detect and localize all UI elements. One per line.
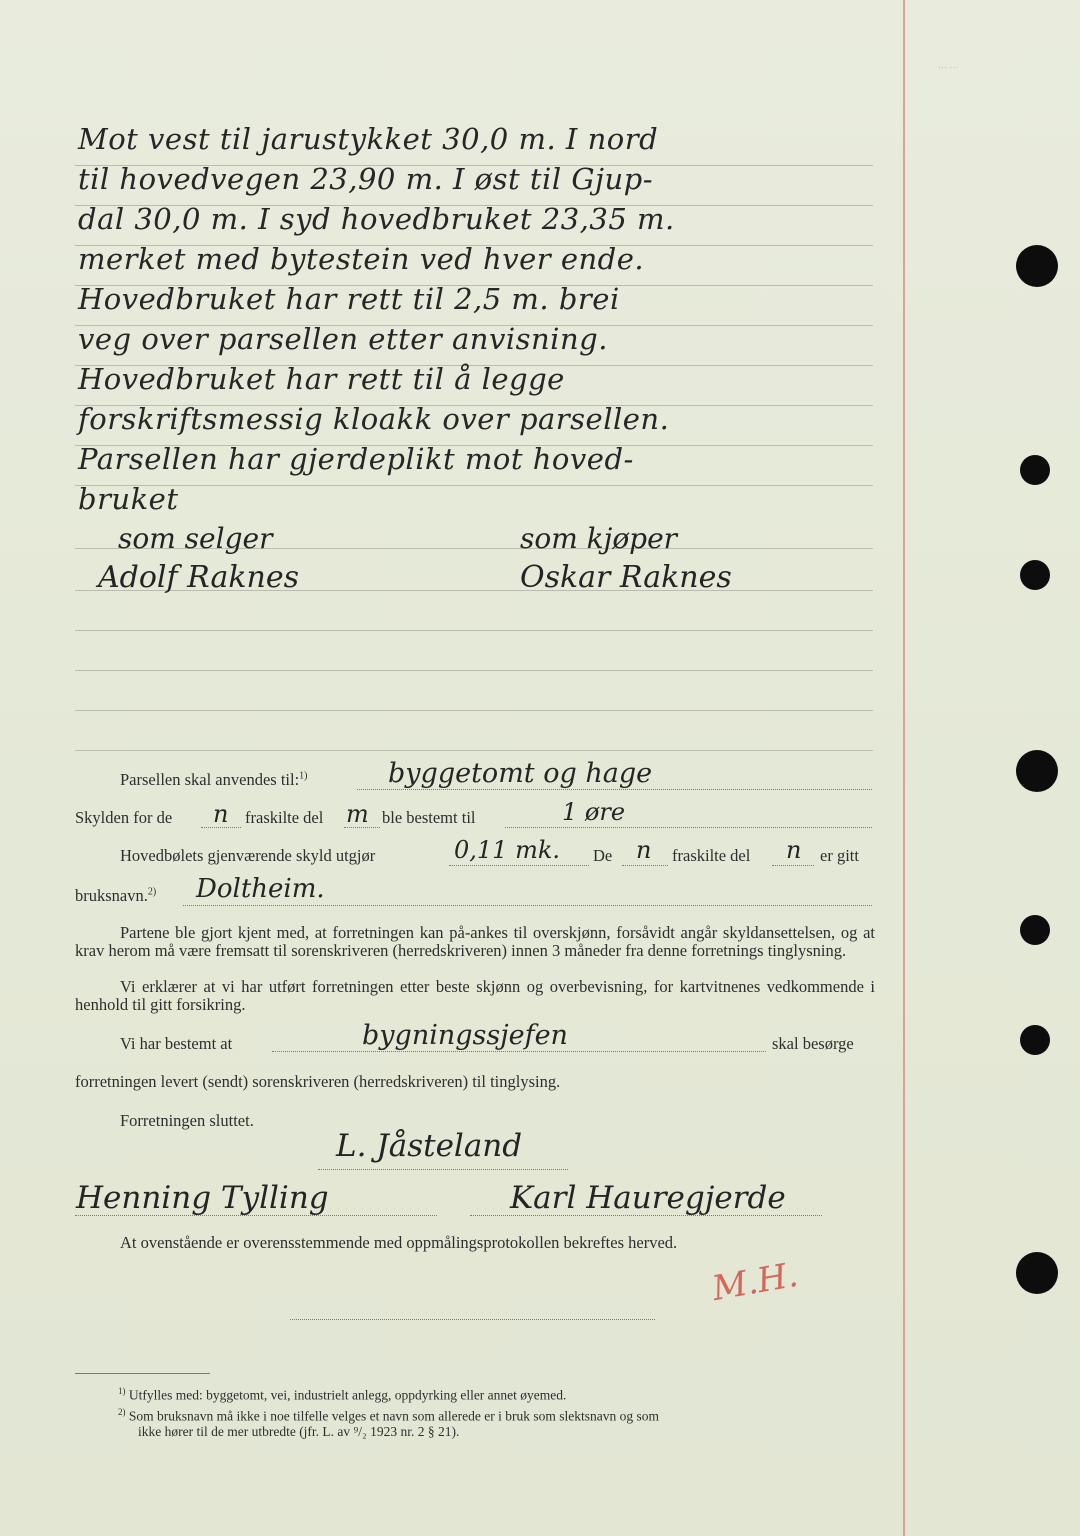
binder-hole bbox=[1020, 455, 1050, 485]
footnote-2: $^{2)}$ Som bruksnavn må ikke i noe tilfelle velges et navn som allerede er i bruk som slektsnavn og som bbox=[118, 1406, 660, 1423]
handwritten-line: merket med bytestein ved hver ende. bbox=[78, 242, 645, 276]
bestemt-value: bygningssjefen bbox=[362, 1020, 568, 1051]
buyer-label: som kjøper bbox=[520, 522, 678, 555]
bleed-through-text: ··· ··· bbox=[938, 62, 959, 72]
signature-line bbox=[470, 1214, 822, 1216]
hoved-n1: n bbox=[636, 836, 652, 864]
dotted-fill-line bbox=[505, 826, 872, 828]
dotted-fill-line bbox=[622, 864, 668, 866]
bestemt-label: Vi har bestemt at bbox=[120, 1034, 233, 1053]
ruled-line bbox=[75, 630, 873, 631]
ruled-line bbox=[75, 670, 873, 671]
binder-hole bbox=[1016, 750, 1058, 792]
footnote-2-cont: ikke hører til de mer utbredte (jfr. L. av ⁹/₂ 1923 nr. 2 § 21). bbox=[138, 1424, 460, 1439]
skyld-mid: fraskilte del bbox=[245, 808, 324, 827]
dotted-fill-line bbox=[449, 864, 589, 866]
ruled-line bbox=[75, 710, 873, 711]
bruksnavn-label: bruksnavn.$^{2)}$ bbox=[75, 886, 157, 905]
skyld-fill-n: n bbox=[213, 800, 229, 828]
levert-line: forretningen levert (sendt) sorenskriveren (herredskriveren) til tinglysing. bbox=[75, 1072, 561, 1091]
handwritten-line: til hovedvegen 23,90 m. I øst til Gjup- bbox=[78, 162, 654, 196]
handwritten-line: dal 30,0 m. I syd hovedbruket 23,35 m. bbox=[78, 202, 675, 236]
hoved-de: De bbox=[593, 846, 613, 865]
signature-line bbox=[318, 1168, 568, 1170]
skyld-suffix: ble bestemt til bbox=[382, 808, 476, 827]
signature-line bbox=[75, 1214, 437, 1216]
dotted-fill-line bbox=[772, 864, 814, 866]
signature-3: Karl Hauregjerde bbox=[510, 1180, 786, 1216]
buyer-signature: Oskar Raknes bbox=[520, 560, 732, 595]
handwritten-line: Hovedbruket har rett til 2,5 m. brei bbox=[78, 282, 620, 316]
dotted-fill-line bbox=[183, 904, 872, 906]
hoved-n2: n bbox=[786, 836, 802, 864]
hoved-gitt: er gitt bbox=[820, 846, 859, 865]
handwritten-line: bruket bbox=[78, 482, 179, 516]
hoved-fraskilte: fraskilte del bbox=[672, 846, 751, 865]
red-initials: M.H. bbox=[709, 1254, 801, 1310]
ruled-line bbox=[75, 485, 873, 486]
seller-signature: Adolf Raknes bbox=[98, 560, 299, 595]
signature-line bbox=[290, 1318, 655, 1320]
binder-hole bbox=[1020, 1025, 1050, 1055]
red-margin-line bbox=[903, 0, 905, 1536]
bruksnavn-value: Doltheim. bbox=[196, 874, 325, 904]
handwritten-line: Mot vest til jarustykket 30,0 m. I nord bbox=[78, 122, 659, 156]
footnote-rule bbox=[75, 1373, 210, 1374]
footnotes bbox=[118, 1383, 878, 1440]
paragraph-appeal: Partene ble gjort kjent med, at forretningen kan på-ankes til overskjønn, forsåvidt angår skyldansettelsen, og at krav herom må være fremsatt til sorenskriveren (herredskriveren) innen 3 måneder fra denne forretnings tinglysning. bbox=[75, 923, 875, 960]
skyld-fill-m: m bbox=[346, 800, 369, 828]
parsel-label: Parsellen skal anvendes til:$^{1)}$ bbox=[120, 770, 308, 789]
sluttet-line: Forretningen sluttet. bbox=[120, 1111, 254, 1130]
seller-label: som selger bbox=[118, 522, 273, 555]
binder-hole bbox=[1016, 1252, 1058, 1294]
hoved-value: 0,11 mk. bbox=[454, 836, 560, 864]
confirm-line: At ovenstående er overensstemmende med oppmålingsprotokollen bekreftes herved. bbox=[120, 1233, 678, 1252]
skyld-prefix: Skylden for de bbox=[75, 808, 173, 827]
signature-2: Henning Tylling bbox=[76, 1180, 329, 1216]
handwritten-line: forskriftsmessig kloakk over parsellen. bbox=[78, 402, 670, 436]
handwritten-line: Parsellen har gjerdeplikt mot hoved- bbox=[78, 442, 634, 476]
binder-hole bbox=[1020, 915, 1050, 945]
footnote-1: $^{1)}$ Utfylles med: byggetomt, vei, industrielt anlegg, oppdyrking eller annet øyemed. bbox=[118, 1386, 567, 1403]
skyld-value: 1 øre bbox=[562, 798, 626, 826]
ruled-line bbox=[75, 750, 873, 751]
signature-1: L. Jåsteland bbox=[336, 1128, 523, 1164]
binder-hole bbox=[1016, 245, 1058, 287]
binder-hole bbox=[1020, 560, 1050, 590]
parsel-value: byggetomt og hage bbox=[388, 758, 653, 789]
bestemt-suffix: skal besørge bbox=[772, 1034, 854, 1053]
paragraph-declaration: Vi erklærer at vi har utført forretningen etter beste skjønn og overbevisning, for kartvitnenes vedkommende i henhold til gitt forsikring. bbox=[75, 977, 875, 1014]
handwritten-line: veg over parsellen etter anvisning. bbox=[78, 322, 608, 356]
handwritten-line: Hovedbruket har rett til å legge bbox=[78, 362, 565, 396]
hoved-label: Hovedbølets gjenværende skyld utgjør bbox=[120, 846, 376, 865]
